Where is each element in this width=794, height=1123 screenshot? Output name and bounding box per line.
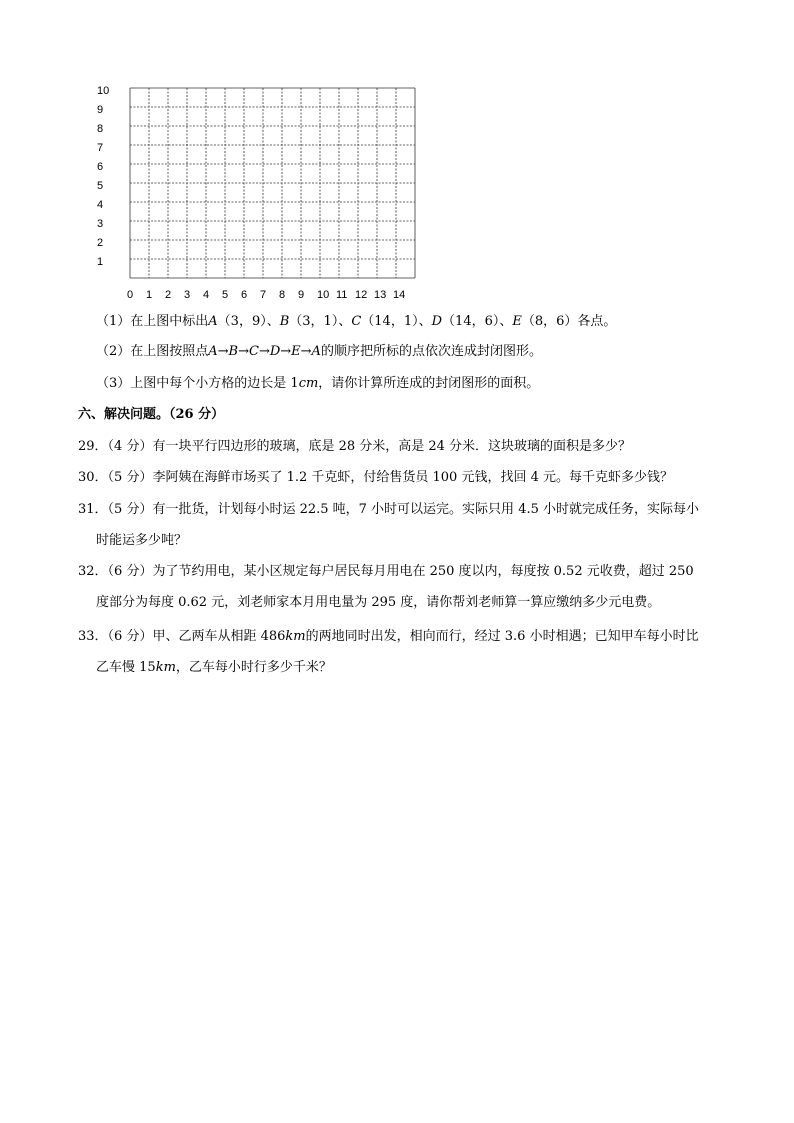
point-c-coord: （14，1）、	[361, 314, 432, 329]
coordinate-grid-figure	[90, 80, 430, 300]
question-32-line1: 32．（6 分）为了节约用电，某小区规定每户居民每月用电在 250 度以内，每度按 0.52 元收费，超过 250	[78, 564, 694, 579]
x-tick-label: 8	[279, 289, 286, 301]
q28-part3	[96, 376, 539, 392]
y-tick-label: 7	[97, 142, 104, 154]
q28-part1-lead: （1）在上图中标出	[96, 314, 209, 329]
question-33-line1	[78, 629, 699, 645]
x-tick-label: 0	[127, 289, 134, 301]
point-b-coord: （3，1）、	[289, 314, 352, 329]
question-33-line2	[96, 660, 332, 676]
x-tick-label: 14	[393, 289, 406, 301]
y-tick-label: 1	[97, 256, 104, 268]
q28-part2-lead: （2）在上图按照点	[96, 344, 209, 359]
q28-part2-end: 的顺序把所标的点依次连成封闭图形。	[320, 344, 542, 359]
point-a-coord: （3，9）、	[217, 314, 280, 329]
q33-unit-km: km	[285, 629, 306, 644]
question-31-line2: 时能运多少吨？	[96, 533, 188, 548]
point-c-label: C	[351, 314, 362, 329]
q33-line2-end: ，乙车每小时行多少千米？	[175, 660, 332, 675]
x-tick-label: 2	[165, 289, 172, 301]
y-tick-label: 3	[97, 218, 104, 230]
x-tick-label: 11	[336, 289, 348, 301]
q28-part3-lead: （3）上图中每个小方格的边长是 1	[96, 376, 299, 391]
question-31-line1: 31．（5 分）有一批货，计划每小时运 22.5 吨，7 小时可以运完。实际只用 4.5 小时就完成任务，实际每小	[78, 502, 699, 517]
y-tick-label: 8	[97, 123, 104, 135]
x-tick-label: 10	[317, 289, 330, 301]
y-tick-label: 2	[97, 237, 104, 249]
point-e-coord: （8，6）各点。	[521, 314, 617, 329]
question-29: 29．（4 分）有一块平行四边形的玻璃，底是 28 分米，高是 24 分米．这块玻璃的面积是多少？	[78, 439, 632, 454]
x-tick-label: 7	[260, 289, 267, 301]
q28-part1	[96, 314, 616, 330]
question-32-line2: 度部分为每度 0.62 元，刘老师家本月用电量为 295 度，请你帮刘老师算一算应缴纳多少元电费。	[96, 595, 661, 610]
q33-line1-end: 的两地同时出发，相向而行，经过 3.6 小时相遇；已知甲车每小时比	[305, 629, 699, 644]
q28-part2	[96, 344, 542, 360]
y-tick-label: 5	[97, 180, 104, 192]
q28-unit-cm: cm	[298, 376, 319, 391]
q33-unit-km-2: km	[155, 660, 176, 675]
question-30: 30．（5 分）李阿姨在海鲜市场买了 1.2 千克虾，付给售货员 100 元钱，找回 4 元。每千克虾多少钱？	[78, 470, 673, 485]
x-tick-label: 13	[374, 289, 387, 301]
point-d-label: D	[431, 314, 443, 329]
x-tick-label: 3	[184, 289, 191, 301]
q28-part3-end: ，请你计算所连成的封闭图形的面积。	[318, 376, 540, 391]
x-tick-label: 1	[146, 289, 153, 301]
y-tick-label: 10	[97, 85, 110, 97]
point-e-label: E	[512, 314, 522, 329]
point-a-label: A	[208, 314, 218, 329]
section-6-heading: 六、解决问题。（26 分）	[78, 407, 225, 422]
y-tick-label: 6	[97, 161, 104, 173]
q28-point-sequence: A→B→C→D→E→A	[208, 344, 321, 359]
x-tick-label: 4	[203, 289, 210, 301]
point-b-label: B	[279, 314, 290, 329]
y-tick-label: 4	[97, 199, 104, 211]
q33-line2-lead: 乙车慢 15	[96, 660, 156, 675]
point-d-coord: （14，6）、	[442, 314, 513, 329]
coordinate-grid	[90, 80, 430, 280]
x-tick-label: 9	[298, 289, 305, 301]
x-tick-label: 6	[241, 289, 248, 301]
x-tick-label: 12	[355, 289, 368, 301]
y-tick-label: 9	[97, 104, 104, 116]
q33-lead: 33．（6 分）甲、乙两车从相距 486	[78, 629, 286, 644]
x-tick-label: 5	[222, 289, 229, 301]
